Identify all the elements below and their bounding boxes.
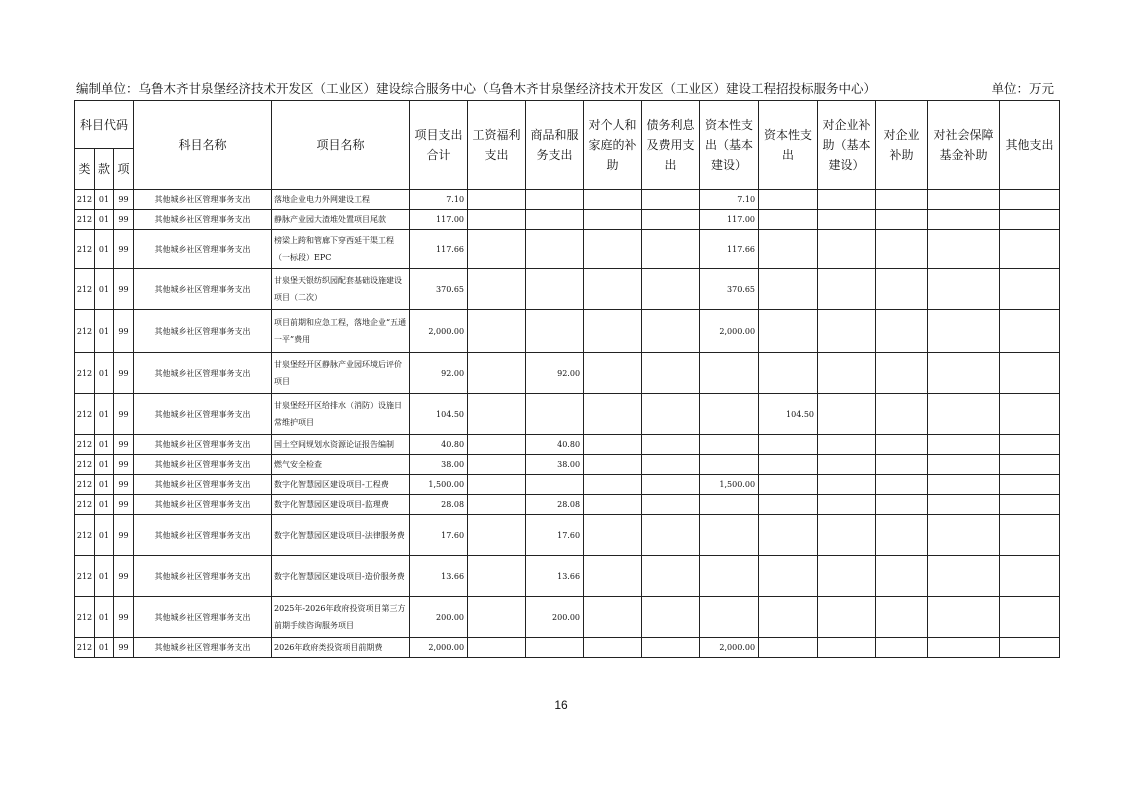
header-subject-name: 科目名称 bbox=[134, 101, 272, 190]
enterprise-cell bbox=[876, 435, 928, 455]
table-row bbox=[75, 269, 1060, 310]
table-row bbox=[75, 475, 1060, 495]
social-security-cell bbox=[928, 638, 1000, 658]
capital-cell bbox=[759, 269, 818, 310]
capital-basic-cell: 117.00 bbox=[700, 210, 759, 230]
goods-services-cell: 92.00 bbox=[526, 353, 584, 394]
capital-basic-cell: 1,500.00 bbox=[700, 475, 759, 495]
goods-services-cell bbox=[526, 638, 584, 658]
capital-basic-cell: 370.65 bbox=[700, 269, 759, 310]
debt-interest-cell bbox=[642, 269, 700, 310]
debt-interest-cell bbox=[642, 210, 700, 230]
debt-interest-cell bbox=[642, 230, 700, 269]
enterprise-cell bbox=[876, 394, 928, 435]
total-cell: 17.60 bbox=[410, 515, 468, 556]
goods-services-cell bbox=[526, 310, 584, 353]
project-name-cell: 2026年政府类投资项目前期费 bbox=[272, 638, 410, 658]
kuan-cell: 01 bbox=[95, 353, 114, 394]
debt-interest-cell bbox=[642, 638, 700, 658]
social-security-cell bbox=[928, 310, 1000, 353]
goods-services-cell bbox=[526, 190, 584, 210]
subject-name-cell: 其他城乡社区管理事务支出 bbox=[134, 210, 272, 230]
subject-name-cell: 其他城乡社区管理事务支出 bbox=[134, 597, 272, 638]
social-security-cell bbox=[928, 597, 1000, 638]
capital-cell bbox=[759, 597, 818, 638]
other-cell bbox=[1000, 556, 1060, 597]
wages-cell bbox=[468, 394, 526, 435]
other-cell bbox=[1000, 515, 1060, 556]
subject-name-cell: 其他城乡社区管理事务支出 bbox=[134, 495, 272, 515]
enterprise-cell bbox=[876, 190, 928, 210]
other-cell bbox=[1000, 210, 1060, 230]
capital-cell bbox=[759, 556, 818, 597]
header-social-security: 对社会保障 基金补助 bbox=[928, 101, 1000, 190]
capital-cell bbox=[759, 515, 818, 556]
subject-name-cell: 其他城乡社区管理事务支出 bbox=[134, 310, 272, 353]
other-cell bbox=[1000, 495, 1060, 515]
project-name-cell: 甘泉堡经开区给排水（消防）设施日常维护项目 bbox=[272, 394, 410, 435]
table-row bbox=[75, 353, 1060, 394]
kuan-cell: 01 bbox=[95, 455, 114, 475]
wages-cell bbox=[468, 230, 526, 269]
lei-cell: 212 bbox=[75, 269, 95, 310]
capital-basic-cell bbox=[700, 495, 759, 515]
enterprise-basic-cell bbox=[818, 394, 876, 435]
header-project-name: 项目名称 bbox=[272, 101, 410, 190]
debt-interest-cell bbox=[642, 394, 700, 435]
capital-cell: 104.50 bbox=[759, 394, 818, 435]
table-row bbox=[75, 455, 1060, 475]
kuan-cell: 01 bbox=[95, 638, 114, 658]
lei-cell: 212 bbox=[75, 556, 95, 597]
debt-interest-cell bbox=[642, 435, 700, 455]
wages-cell bbox=[468, 269, 526, 310]
project-name-cell: 榜梁上跨和管廊下穿西延干渠工程（一标段）EPC bbox=[272, 230, 410, 269]
project-name-cell: 甘泉堡天银纺织园配套基础设施建设项目（二次） bbox=[272, 269, 410, 310]
enterprise-basic-cell bbox=[818, 455, 876, 475]
project-name-cell: 落地企业电力外网建设工程 bbox=[272, 190, 410, 210]
capital-cell bbox=[759, 455, 818, 475]
goods-services-cell bbox=[526, 394, 584, 435]
subject-name-cell: 其他城乡社区管理事务支出 bbox=[134, 394, 272, 435]
lei-cell: 212 bbox=[75, 353, 95, 394]
personal-subsidy-cell bbox=[584, 515, 642, 556]
social-security-cell bbox=[928, 269, 1000, 310]
xiang-cell: 99 bbox=[114, 435, 134, 455]
debt-interest-cell bbox=[642, 597, 700, 638]
other-cell bbox=[1000, 190, 1060, 210]
header-goods-services: 商品和服 务支出 bbox=[526, 101, 584, 190]
personal-subsidy-cell bbox=[584, 310, 642, 353]
social-security-cell bbox=[928, 210, 1000, 230]
capital-cell bbox=[759, 495, 818, 515]
table-row bbox=[75, 515, 1060, 556]
page-number: 16 bbox=[554, 698, 568, 712]
kuan-cell: 01 bbox=[95, 230, 114, 269]
total-cell: 2,000.00 bbox=[410, 310, 468, 353]
total-cell: 92.00 bbox=[410, 353, 468, 394]
table-row bbox=[75, 638, 1060, 658]
enterprise-cell bbox=[876, 556, 928, 597]
total-cell: 38.00 bbox=[410, 455, 468, 475]
wages-cell bbox=[468, 455, 526, 475]
table-row bbox=[75, 190, 1060, 210]
capital-basic-cell bbox=[700, 455, 759, 475]
xiang-cell: 99 bbox=[114, 455, 134, 475]
lei-cell: 212 bbox=[75, 597, 95, 638]
table-row bbox=[75, 495, 1060, 515]
subject-name-cell: 其他城乡社区管理事务支出 bbox=[134, 556, 272, 597]
enterprise-cell bbox=[876, 515, 928, 556]
lei-cell: 212 bbox=[75, 495, 95, 515]
enterprise-basic-cell bbox=[818, 638, 876, 658]
enterprise-basic-cell bbox=[818, 495, 876, 515]
project-name-cell: 数字化智慧园区建设项目-监理费 bbox=[272, 495, 410, 515]
personal-subsidy-cell bbox=[584, 597, 642, 638]
project-name-cell: 数字化智慧园区建设项目-工程费 bbox=[272, 475, 410, 495]
other-cell bbox=[1000, 310, 1060, 353]
total-cell: 117.66 bbox=[410, 230, 468, 269]
project-name-cell: 甘泉堡经开区静脉产业园环境后评价项目 bbox=[272, 353, 410, 394]
personal-subsidy-cell bbox=[584, 475, 642, 495]
goods-services-cell bbox=[526, 210, 584, 230]
wages-cell bbox=[468, 597, 526, 638]
project-name-cell: 项目前期和应急工程，落地企业“五通一平”费用 bbox=[272, 310, 410, 353]
header-enterprise: 对企业 补助 bbox=[876, 101, 928, 190]
goods-services-cell: 13.66 bbox=[526, 556, 584, 597]
social-security-cell bbox=[928, 515, 1000, 556]
other-cell bbox=[1000, 353, 1060, 394]
personal-subsidy-cell bbox=[584, 190, 642, 210]
kuan-cell: 01 bbox=[95, 597, 114, 638]
kuan-cell: 01 bbox=[95, 556, 114, 597]
other-cell bbox=[1000, 638, 1060, 658]
enterprise-basic-cell bbox=[818, 515, 876, 556]
header-wages: 工资福利 支出 bbox=[468, 101, 526, 190]
enterprise-cell bbox=[876, 230, 928, 269]
lei-cell: 212 bbox=[75, 394, 95, 435]
wages-cell bbox=[468, 515, 526, 556]
project-name-cell: 数字化智慧园区建设项目-造价服务费 bbox=[272, 556, 410, 597]
kuan-cell: 01 bbox=[95, 269, 114, 310]
header-code-group: 科目代码 bbox=[75, 101, 134, 149]
other-cell bbox=[1000, 455, 1060, 475]
capital-basic-cell bbox=[700, 353, 759, 394]
social-security-cell bbox=[928, 190, 1000, 210]
subject-name-cell: 其他城乡社区管理事务支出 bbox=[134, 515, 272, 556]
goods-services-cell bbox=[526, 475, 584, 495]
wages-cell bbox=[468, 210, 526, 230]
goods-services-cell: 17.60 bbox=[526, 515, 584, 556]
capital-cell bbox=[759, 353, 818, 394]
debt-interest-cell bbox=[642, 475, 700, 495]
wages-cell bbox=[468, 556, 526, 597]
enterprise-cell bbox=[876, 495, 928, 515]
debt-interest-cell bbox=[642, 515, 700, 556]
social-security-cell bbox=[928, 394, 1000, 435]
wages-cell bbox=[468, 638, 526, 658]
wages-cell bbox=[468, 495, 526, 515]
table-row bbox=[75, 310, 1060, 353]
lei-cell: 212 bbox=[75, 435, 95, 455]
total-cell: 28.08 bbox=[410, 495, 468, 515]
subject-name-cell: 其他城乡社区管理事务支出 bbox=[134, 353, 272, 394]
enterprise-basic-cell bbox=[818, 353, 876, 394]
xiang-cell: 99 bbox=[114, 475, 134, 495]
debt-interest-cell bbox=[642, 495, 700, 515]
header-xiang: 项 bbox=[114, 149, 134, 190]
total-cell: 7.10 bbox=[410, 190, 468, 210]
lei-cell: 212 bbox=[75, 230, 95, 269]
subject-name-cell: 其他城乡社区管理事务支出 bbox=[134, 638, 272, 658]
subject-name-cell: 其他城乡社区管理事务支出 bbox=[134, 269, 272, 310]
project-name-cell: 静脉产业园大渣堆处置项目尾款 bbox=[272, 210, 410, 230]
xiang-cell: 99 bbox=[114, 597, 134, 638]
debt-interest-cell bbox=[642, 190, 700, 210]
capital-cell bbox=[759, 310, 818, 353]
debt-interest-cell bbox=[642, 556, 700, 597]
lei-cell: 212 bbox=[75, 455, 95, 475]
table-row bbox=[75, 210, 1060, 230]
table-row bbox=[75, 394, 1060, 435]
kuan-cell: 01 bbox=[95, 495, 114, 515]
capital-cell bbox=[759, 230, 818, 269]
lei-cell: 212 bbox=[75, 515, 95, 556]
enterprise-cell bbox=[876, 353, 928, 394]
enterprise-cell bbox=[876, 475, 928, 495]
goods-services-cell: 200.00 bbox=[526, 597, 584, 638]
social-security-cell bbox=[928, 435, 1000, 455]
goods-services-cell bbox=[526, 230, 584, 269]
other-cell bbox=[1000, 597, 1060, 638]
capital-cell bbox=[759, 210, 818, 230]
xiang-cell: 99 bbox=[114, 515, 134, 556]
header-kuan: 款 bbox=[95, 149, 114, 190]
enterprise-basic-cell bbox=[818, 556, 876, 597]
capital-basic-cell bbox=[700, 435, 759, 455]
social-security-cell bbox=[928, 353, 1000, 394]
project-name-cell: 2025年-2026年政府投资项目第三方前期手续咨询服务项目 bbox=[272, 597, 410, 638]
total-cell: 370.65 bbox=[410, 269, 468, 310]
total-cell: 117.00 bbox=[410, 210, 468, 230]
kuan-cell: 01 bbox=[95, 210, 114, 230]
kuan-cell: 01 bbox=[95, 394, 114, 435]
personal-subsidy-cell bbox=[584, 556, 642, 597]
personal-subsidy-cell bbox=[584, 269, 642, 310]
personal-subsidy-cell bbox=[584, 230, 642, 269]
enterprise-basic-cell bbox=[818, 269, 876, 310]
table-row bbox=[75, 556, 1060, 597]
total-cell: 2,000.00 bbox=[410, 638, 468, 658]
xiang-cell: 99 bbox=[114, 230, 134, 269]
enterprise-basic-cell bbox=[818, 435, 876, 455]
enterprise-basic-cell bbox=[818, 230, 876, 269]
capital-basic-cell bbox=[700, 597, 759, 638]
xiang-cell: 99 bbox=[114, 269, 134, 310]
table-row bbox=[75, 597, 1060, 638]
capital-cell bbox=[759, 190, 818, 210]
other-cell bbox=[1000, 269, 1060, 310]
capital-cell bbox=[759, 475, 818, 495]
xiang-cell: 99 bbox=[114, 638, 134, 658]
capital-basic-cell: 2,000.00 bbox=[700, 310, 759, 353]
header-capital-basic: 资本性支 出（基本 建设） bbox=[700, 101, 759, 190]
enterprise-basic-cell bbox=[818, 310, 876, 353]
social-security-cell bbox=[928, 495, 1000, 515]
capital-basic-cell bbox=[700, 394, 759, 435]
goods-services-cell: 40.80 bbox=[526, 435, 584, 455]
header-personal-subsidy: 对个人和 家庭的补 助 bbox=[584, 101, 642, 190]
wages-cell bbox=[468, 353, 526, 394]
capital-basic-cell bbox=[700, 515, 759, 556]
personal-subsidy-cell bbox=[584, 210, 642, 230]
subject-name-cell: 其他城乡社区管理事务支出 bbox=[134, 435, 272, 455]
other-cell bbox=[1000, 475, 1060, 495]
capital-basic-cell: 7.10 bbox=[700, 190, 759, 210]
kuan-cell: 01 bbox=[95, 310, 114, 353]
enterprise-cell bbox=[876, 310, 928, 353]
enterprise-cell bbox=[876, 638, 928, 658]
social-security-cell bbox=[928, 556, 1000, 597]
table-row bbox=[75, 435, 1060, 455]
subject-name-cell: 其他城乡社区管理事务支出 bbox=[134, 475, 272, 495]
subject-name-cell: 其他城乡社区管理事务支出 bbox=[134, 190, 272, 210]
social-security-cell bbox=[928, 455, 1000, 475]
currency-unit-label: 单位：万元 bbox=[991, 81, 1054, 96]
enterprise-basic-cell bbox=[818, 475, 876, 495]
kuan-cell: 01 bbox=[95, 190, 114, 210]
enterprise-cell bbox=[876, 455, 928, 475]
personal-subsidy-cell bbox=[584, 455, 642, 475]
enterprise-basic-cell bbox=[818, 597, 876, 638]
wages-cell bbox=[468, 190, 526, 210]
goods-services-cell: 38.00 bbox=[526, 455, 584, 475]
debt-interest-cell bbox=[642, 455, 700, 475]
total-cell: 200.00 bbox=[410, 597, 468, 638]
personal-subsidy-cell bbox=[584, 353, 642, 394]
header-other: 其他支出 bbox=[1000, 101, 1060, 190]
social-security-cell bbox=[928, 475, 1000, 495]
capital-basic-cell bbox=[700, 556, 759, 597]
header-total: 项目支出 合计 bbox=[410, 101, 468, 190]
lei-cell: 212 bbox=[75, 475, 95, 495]
subject-name-cell: 其他城乡社区管理事务支出 bbox=[134, 230, 272, 269]
xiang-cell: 99 bbox=[114, 353, 134, 394]
capital-basic-cell: 2,000.00 bbox=[700, 638, 759, 658]
xiang-cell: 99 bbox=[114, 310, 134, 353]
enterprise-basic-cell bbox=[818, 210, 876, 230]
project-name-cell: 燃气安全检查 bbox=[272, 455, 410, 475]
total-cell: 104.50 bbox=[410, 394, 468, 435]
table-row bbox=[75, 230, 1060, 269]
kuan-cell: 01 bbox=[95, 435, 114, 455]
enterprise-cell bbox=[876, 597, 928, 638]
total-cell: 40.80 bbox=[410, 435, 468, 455]
expenditure-table bbox=[74, 100, 1060, 658]
xiang-cell: 99 bbox=[114, 556, 134, 597]
header-enterprise-basic: 对企业补 助（基本 建设） bbox=[818, 101, 876, 190]
xiang-cell: 99 bbox=[114, 210, 134, 230]
other-cell bbox=[1000, 435, 1060, 455]
subject-name-cell: 其他城乡社区管理事务支出 bbox=[134, 455, 272, 475]
header-lei: 类 bbox=[75, 149, 95, 190]
capital-cell bbox=[759, 638, 818, 658]
debt-interest-cell bbox=[642, 353, 700, 394]
personal-subsidy-cell bbox=[584, 638, 642, 658]
lei-cell: 212 bbox=[75, 210, 95, 230]
wages-cell bbox=[468, 475, 526, 495]
project-name-cell: 国土空间规划水资源论证报告编制 bbox=[272, 435, 410, 455]
capital-basic-cell: 117.66 bbox=[700, 230, 759, 269]
capital-cell bbox=[759, 435, 818, 455]
report-header bbox=[76, 79, 1054, 97]
kuan-cell: 01 bbox=[95, 475, 114, 495]
other-cell bbox=[1000, 230, 1060, 269]
enterprise-basic-cell bbox=[818, 190, 876, 210]
total-cell: 13.66 bbox=[410, 556, 468, 597]
xiang-cell: 99 bbox=[114, 190, 134, 210]
wages-cell bbox=[468, 435, 526, 455]
xiang-cell: 99 bbox=[114, 495, 134, 515]
total-cell: 1,500.00 bbox=[410, 475, 468, 495]
lei-cell: 212 bbox=[75, 310, 95, 353]
enterprise-cell bbox=[876, 269, 928, 310]
social-security-cell bbox=[928, 230, 1000, 269]
header-capital: 资本性支 出 bbox=[759, 101, 818, 190]
personal-subsidy-cell bbox=[584, 394, 642, 435]
personal-subsidy-cell bbox=[584, 495, 642, 515]
goods-services-cell bbox=[526, 269, 584, 310]
header-debt-interest: 债务利息 及费用支 出 bbox=[642, 101, 700, 190]
compiling-unit-label: 编制单位：乌鲁木齐甘泉堡经济技术开发区（工业区）建设综合服务中心（乌鲁木齐甘泉堡经济技术开发区（工业区）建设工程招投标服务中心） bbox=[76, 81, 877, 96]
wages-cell bbox=[468, 310, 526, 353]
debt-interest-cell bbox=[642, 310, 700, 353]
lei-cell: 212 bbox=[75, 190, 95, 210]
personal-subsidy-cell bbox=[584, 435, 642, 455]
lei-cell: 212 bbox=[75, 638, 95, 658]
xiang-cell: 99 bbox=[114, 394, 134, 435]
goods-services-cell: 28.08 bbox=[526, 495, 584, 515]
kuan-cell: 01 bbox=[95, 515, 114, 556]
other-cell bbox=[1000, 394, 1060, 435]
table-body bbox=[75, 190, 1060, 658]
project-name-cell: 数字化智慧园区建设项目-法律服务费 bbox=[272, 515, 410, 556]
enterprise-cell bbox=[876, 210, 928, 230]
